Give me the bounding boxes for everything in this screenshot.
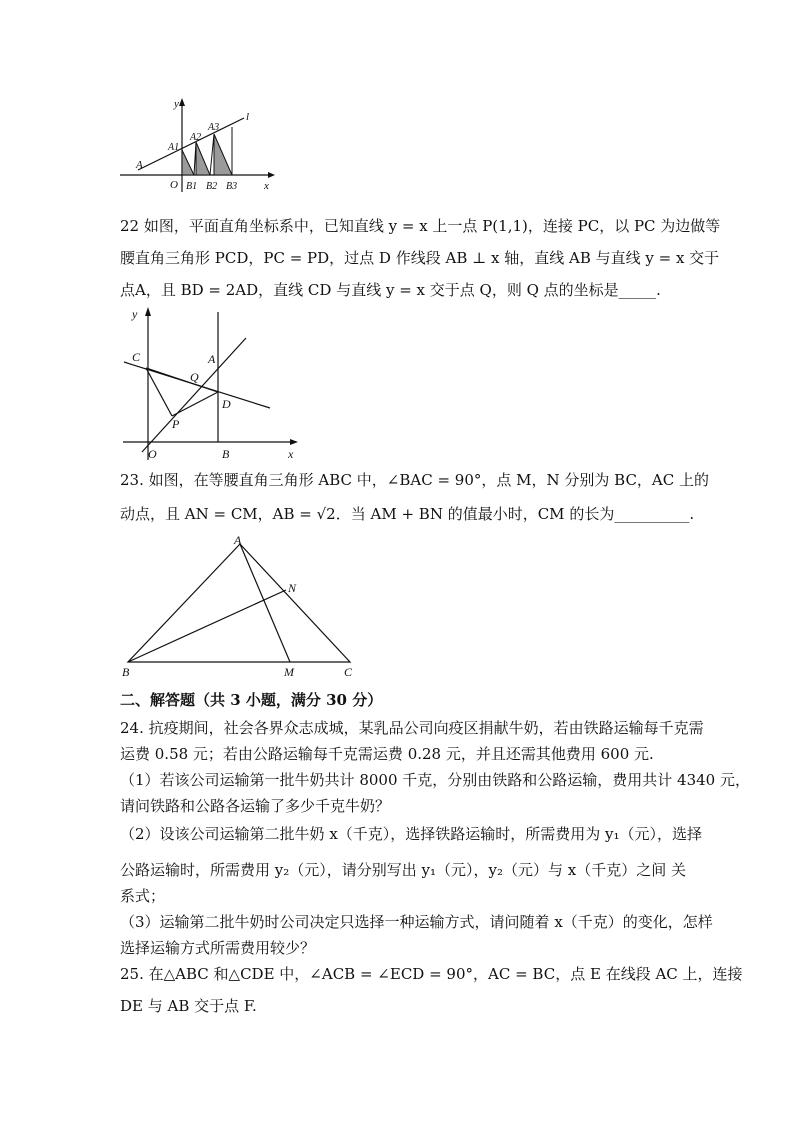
- fig2-O-label: O: [148, 447, 157, 461]
- fig3-C-label: C: [344, 665, 353, 679]
- q24-line-8: （3）运输第二批牛奶时公司决定只选择一种运输方式，请问随着 x（千克）的变化，怎样: [120, 913, 713, 931]
- figure-triangles-on-line: [118, 94, 288, 194]
- fig1-y-label: y: [174, 98, 179, 110]
- fig2-B-label: B: [222, 447, 230, 461]
- fig1-B3-label: B3: [226, 181, 238, 192]
- q24-line-7: 系式；: [120, 887, 166, 905]
- q25-line-2: DE 与 AB 交于点 F.: [120, 997, 257, 1015]
- fig1-x-label: x: [264, 180, 269, 192]
- fig2-D-label: D: [222, 397, 231, 411]
- fig2-x-label: x: [288, 447, 294, 461]
- q22-line-1: 22 如图，平面直角坐标系中，已知直线 y = x 上一点 P(1,1)，连接 PC，以 PC 为边做等: [120, 217, 721, 235]
- q24-line-9: 选择运输方式所需费用较少？: [120, 939, 316, 957]
- fig2-Q-label: Q: [190, 370, 199, 384]
- fig3-M-label: M: [284, 665, 294, 679]
- fig2-y-label: y: [132, 307, 138, 321]
- fig1-A3-label: A3: [208, 122, 220, 133]
- figure-coordinate-pcd: [118, 302, 308, 464]
- q24-line-5: （2）设该公司运输第二批牛奶 x（千克），选择铁路运输时，所需费用为 y₁（元），选择: [120, 825, 703, 843]
- q22-line-3: 点A，且 BD = 2AD，直线 CD 与直线 y = x 交于点 Q，则 Q 点的坐标是_____.: [120, 281, 661, 299]
- fig2-A-label: A: [208, 352, 216, 366]
- fig1-B2-label: B2: [206, 181, 218, 192]
- fig3-N-label: N: [288, 581, 297, 595]
- fig1-l-label: l: [246, 111, 250, 123]
- fig3-B-label: B: [122, 665, 130, 679]
- fig1-A-label: A: [136, 159, 143, 171]
- q24-line-3: （1）若该公司运输第一批牛奶共计 8000 千克，分别由铁路和公路运输，费用共计 4340 元，: [120, 771, 750, 789]
- q23-line-1: 23. 如图，在等腰直角三角形 ABC 中，∠BAC = 90°，点 M，N 分别为 BC，AC 上的: [120, 471, 710, 489]
- fig3-A-label: A: [234, 533, 242, 547]
- q22-line-2: 腰直角三角形 PCD，PC = PD，过点 D 作线段 AB ⊥ x 轴，直线 AB 与直线 y = x 交于: [120, 249, 720, 267]
- fig1-A2-label: A2: [190, 132, 202, 143]
- section-heading: 二、解答题（共 3 小题，满分 30 分）: [120, 691, 383, 709]
- fig1-O-label: O: [170, 179, 178, 191]
- fig1-A1-label: A1: [168, 142, 180, 153]
- q24-line-2: 运费 0.58 元；若由公路运输每千克需运费 0.28 元，并且还需其他费用 600 元.: [120, 745, 654, 763]
- q23-line-2: 动点，且 AN = CM，AB = √2．当 AM + BN 的值最小时，CM 的长为__________.: [120, 505, 695, 523]
- q24-line-4: 请问铁路和公路各运输了多少千克牛奶？: [120, 797, 391, 815]
- figure-triangle-abc: [118, 532, 368, 680]
- q24-line-6: 公路运输时，所需费用 y₂（元），请分别写出 y₁（元），y₂（元）与 x（千克）之间 关: [120, 861, 686, 879]
- fig2-P-label: P: [172, 417, 180, 431]
- fig1-B1-label: B1: [186, 181, 198, 192]
- q24-line-1: 24. 抗疫期间，社会各界众志成城，某乳品公司向疫区捐献牛奶，若由铁路运输每千克需: [120, 719, 704, 737]
- fig2-C-label: C: [132, 350, 141, 364]
- q25-line-1: 25. 在△ABC 和△CDE 中，∠ACB = ∠ECD = 90°，AC = BC，点 E 在线段 AC 上，连接: [120, 965, 743, 983]
